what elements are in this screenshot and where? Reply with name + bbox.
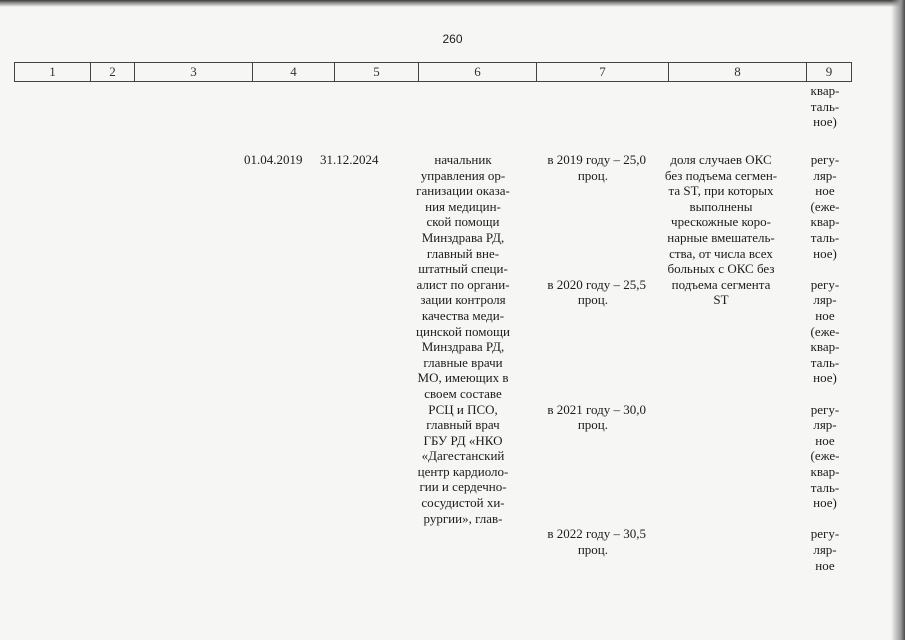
periodicity-line: квар- [810, 463, 840, 479]
indicator-line: ства, от числа всех [669, 245, 773, 261]
responsible-line: главный вне- [426, 245, 500, 261]
periodicity-line: ное [815, 183, 835, 199]
periodicity-line: ляр- [813, 417, 837, 433]
periodicity-line: ное [815, 432, 835, 448]
periodicity-line: (еже- [810, 198, 840, 214]
page-number: 260 [442, 32, 463, 46]
responsible-line: сосудистой хи- [421, 495, 505, 511]
responsible-line: штатный специ- [418, 261, 508, 277]
table-header-row [14, 62, 852, 82]
target-unit: проц. [577, 541, 608, 557]
periodicity-2022 [800, 526, 850, 573]
periodicity-2020 [800, 277, 850, 386]
periodicity-line: ное) [813, 370, 837, 386]
indicator-line: доля случаев ОКС [670, 152, 772, 167]
target-year-value: в 2019 году – 25,0 [547, 152, 646, 167]
indicator-line: нарные вмешатель- [667, 229, 775, 245]
periodicity-line: ное [815, 307, 835, 323]
periodicity-2021 [800, 402, 850, 511]
periodicity-line: таль- [810, 354, 840, 370]
responsible-line: качества меди- [421, 307, 505, 323]
responsible-line: ганизации оказа- [416, 183, 510, 199]
periodicity-line: ляр- [813, 167, 837, 183]
periodicity-line: (еже- [810, 323, 840, 339]
target-unit: проц. [577, 167, 608, 183]
header-col-3: 3 [135, 63, 253, 81]
target-year-value: в 2021 году – 30,0 [547, 401, 646, 417]
periodicity-line: таль- [810, 229, 840, 245]
target-2019 [522, 152, 646, 183]
responsible-line: РСЦ и ПСО, [428, 401, 498, 417]
indicator-line: без подъема сегмен- [664, 167, 778, 183]
responsible-line: центр кардиоло- [417, 463, 509, 479]
indicator-line: подъема сегмента [671, 276, 771, 292]
periodicity-line: регу- [810, 401, 840, 417]
header-col-9: 9 [825, 64, 833, 79]
periodicity-carry-line: таль- [810, 98, 840, 114]
periodicity-line: квар- [810, 339, 840, 355]
indicator-cell [652, 152, 790, 308]
periodicity-carryover [800, 83, 850, 130]
periodicity-line: таль- [810, 479, 840, 495]
responsible-line: алист по органи- [416, 276, 510, 292]
responsible-line: своем составе [424, 385, 502, 401]
indicator-line: чрескожные коро- [671, 214, 771, 230]
responsible-line: МО, имеющих в [417, 370, 509, 386]
header-col-2: 2 [91, 63, 135, 81]
responsible-line: управления ор- [420, 167, 506, 183]
responsible-line: начальник [434, 152, 492, 167]
periodicity-line: ляр- [813, 292, 837, 308]
header-col-4: 4 [253, 63, 335, 81]
responsible-line: Минздрава РД, [421, 229, 505, 245]
target-year-value: в 2022 году – 30,5 [547, 526, 646, 542]
responsible-line: рургии», глав- [423, 510, 503, 526]
scan-edge-right [891, 0, 905, 640]
header-col-5: 5 [335, 63, 419, 81]
responsible-line: ской помощи [426, 214, 500, 230]
target-2020 [522, 277, 646, 308]
responsible-line: главный врач [426, 417, 500, 433]
responsible-line: «Дагестанский [421, 448, 505, 464]
periodicity-carry-line: ное) [813, 114, 837, 130]
periodicity-line: ное) [813, 495, 837, 511]
header-col-1: 1 [15, 63, 91, 81]
responsible-line: главные врачи [423, 354, 503, 370]
scan-edge-top [0, 0, 905, 7]
header-col-6: 6 [419, 63, 537, 81]
indicator-line: выполнены [689, 198, 753, 214]
date-cells [244, 152, 404, 168]
indicator-line: та ST, при которых [668, 183, 774, 199]
header-col-8: 8 [669, 63, 807, 81]
responsible-line: зации контроля [420, 292, 506, 308]
responsible-line: цинской помощи [416, 323, 510, 339]
start-date: 01.04.2019 [244, 152, 303, 167]
periodicity-line: регу- [810, 526, 840, 542]
responsible-cell [404, 152, 522, 526]
target-unit: проц. [577, 292, 608, 308]
target-2021 [522, 402, 646, 433]
periodicity-line: регу- [810, 276, 840, 292]
end-date: 31.12.2024 [320, 152, 379, 167]
responsible-line: Минздрава РД, [421, 339, 505, 355]
periodicity-carry-line: квар- [810, 83, 840, 98]
periodicity-line: квар- [810, 214, 840, 230]
indicator-line: ST [713, 292, 729, 308]
target-year-value: в 2020 году – 25,5 [547, 276, 646, 292]
target-2022 [522, 526, 646, 557]
indicator-line: больных с ОКС без [667, 261, 775, 277]
periodicity-line: (еже- [810, 448, 840, 464]
periodicity-2019 [800, 152, 850, 261]
periodicity-line: ляр- [813, 541, 837, 557]
periodicity-line: регу- [810, 152, 840, 167]
header-col-7: 7 [537, 63, 669, 81]
responsible-line: ния медицин- [425, 198, 501, 214]
periodicity-line: ное) [813, 245, 837, 261]
responsible-line: ГБУ РД «НКО [423, 432, 503, 448]
periodicity-line: ное [815, 557, 835, 573]
responsible-line: гии и сердечно- [419, 479, 507, 495]
target-unit: проц. [577, 417, 608, 433]
